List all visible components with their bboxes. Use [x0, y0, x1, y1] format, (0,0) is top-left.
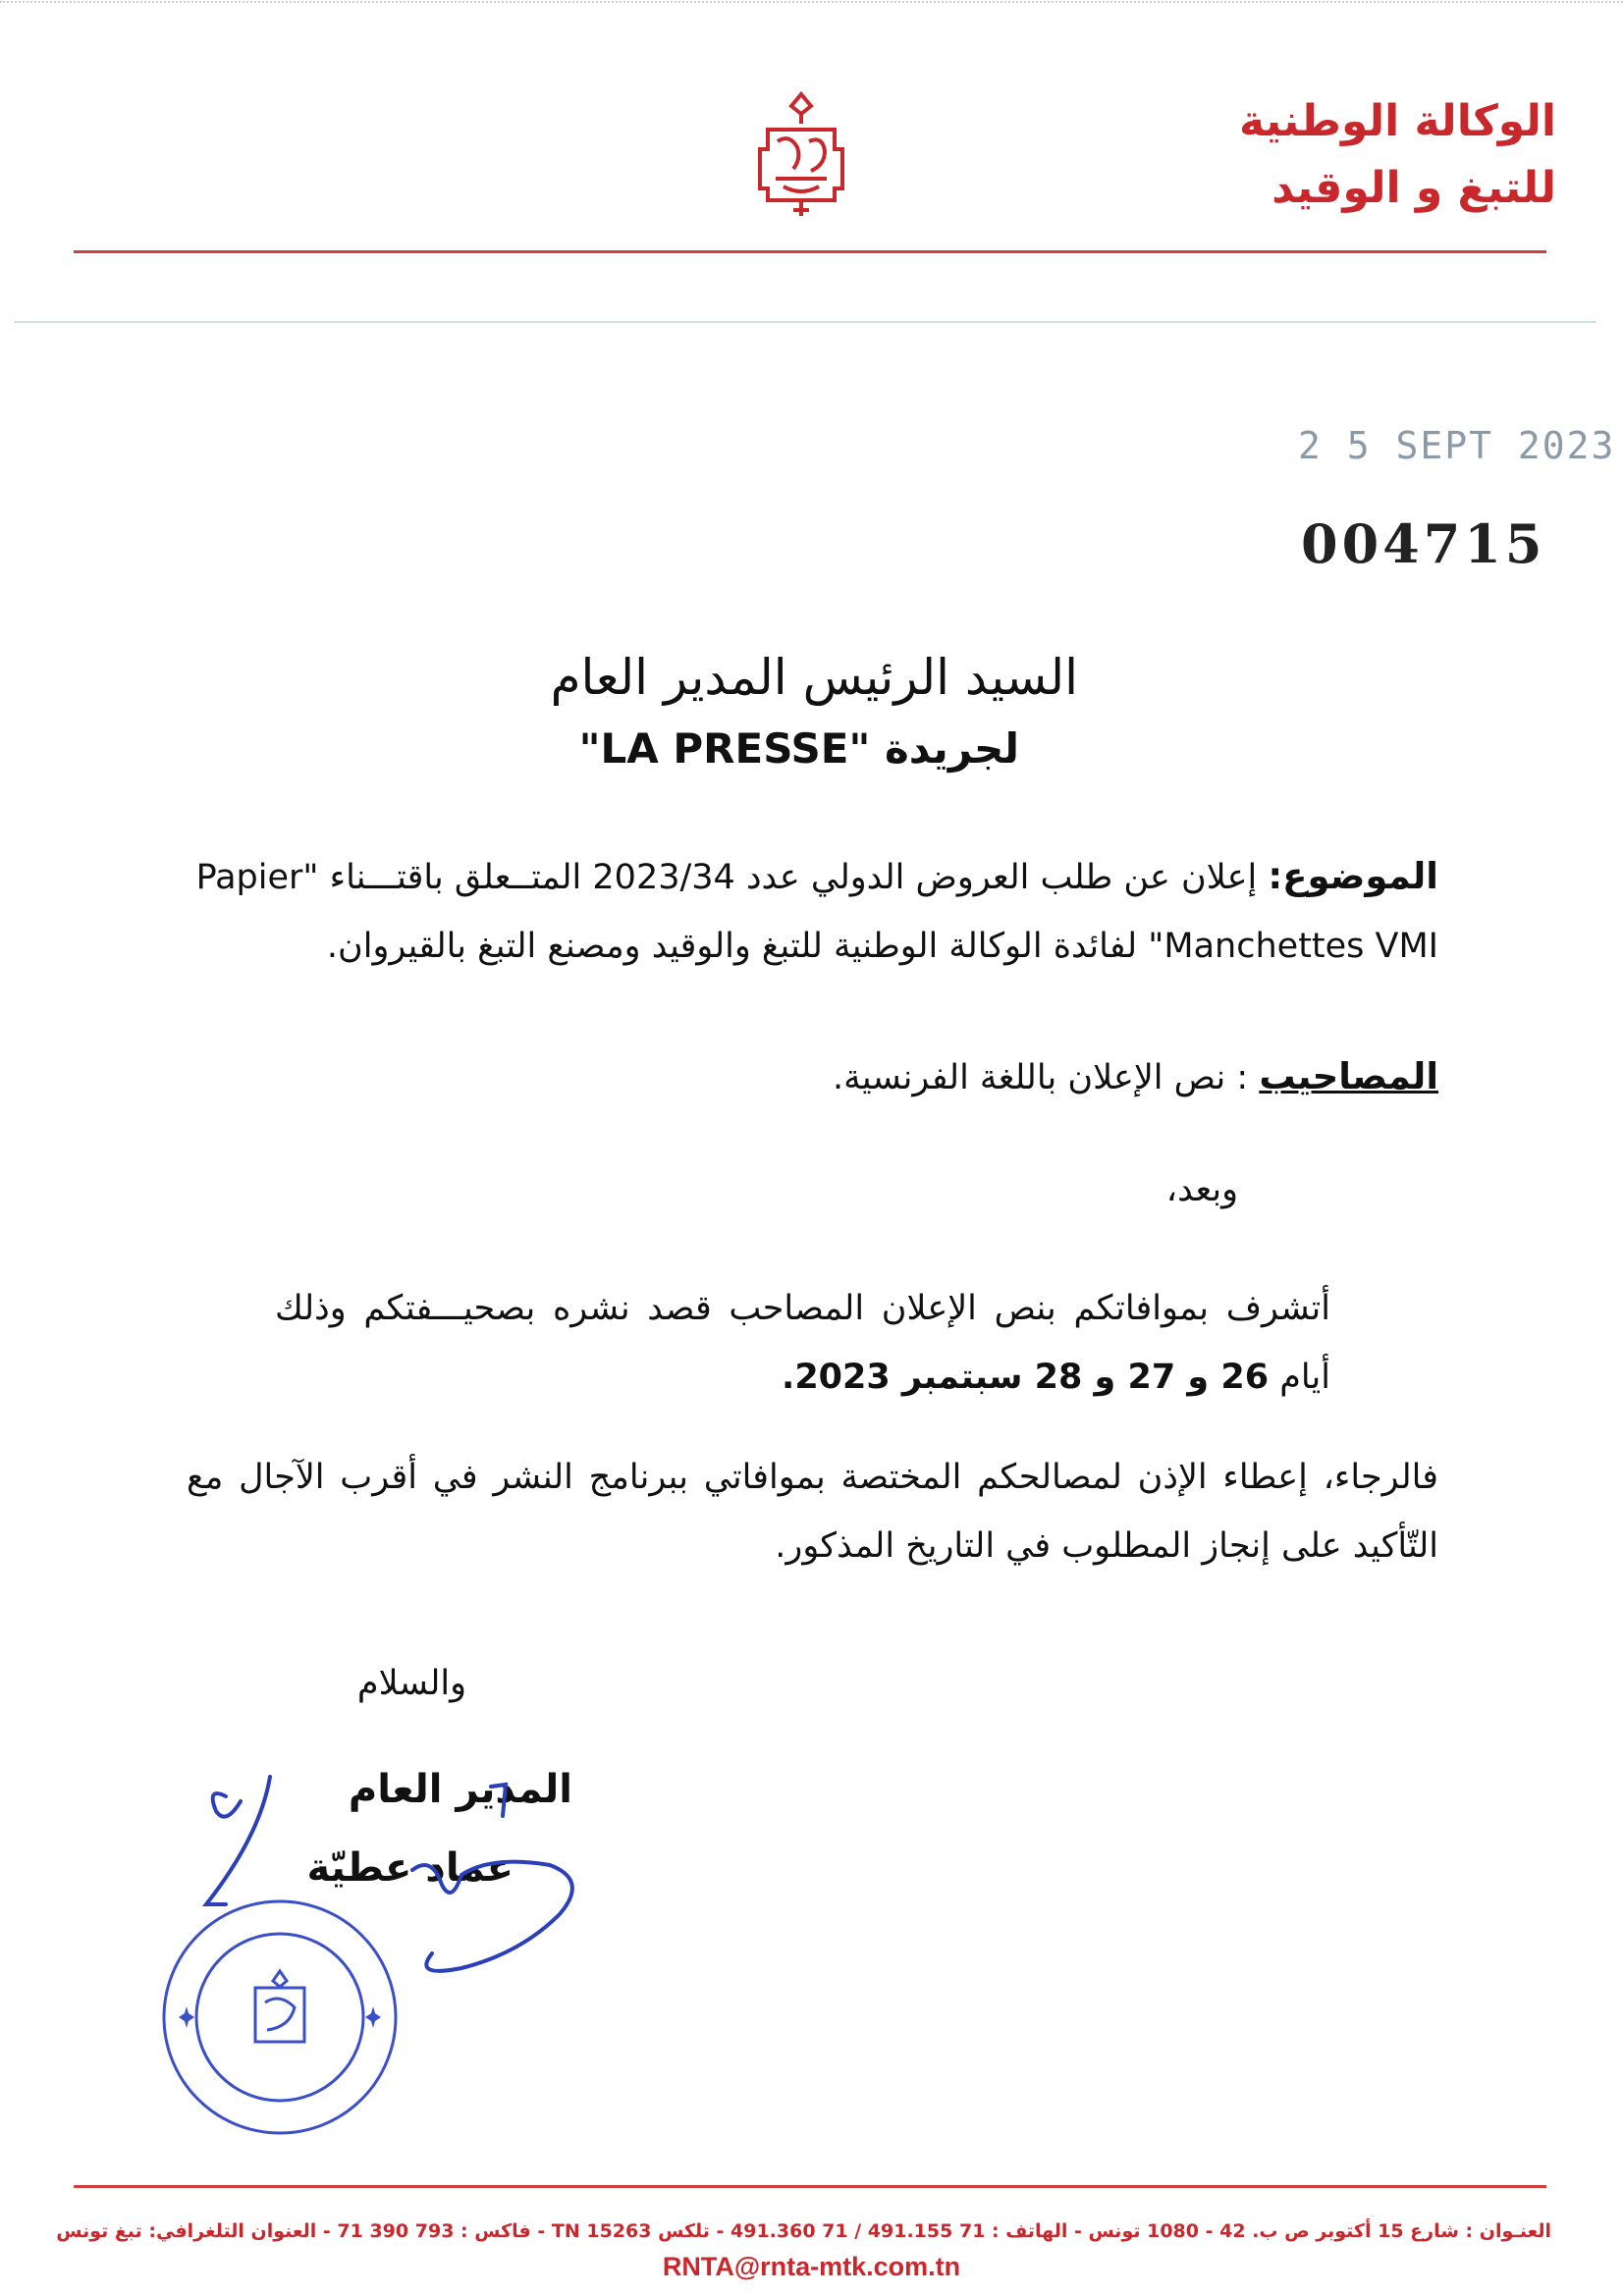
signatory-name: عماد عطيّة: [306, 1845, 514, 1891]
attachments-text: : نص الإعلان باللغة الفرنسية.: [832, 1058, 1249, 1097]
footer-divider: [74, 2185, 1546, 2188]
closing-salutation: والسلام: [356, 1664, 466, 1703]
organization-name-line2: للتبغ و الوقيد: [1271, 163, 1556, 213]
official-seal-icon: [157, 1895, 403, 2140]
organization-name-line1: الوكالة الوطنية: [1238, 96, 1556, 146]
subject-block: [187, 842, 1438, 981]
top-dotted-edge: [0, 1, 1623, 5]
footer-email: RNTA@rnta-mtk.com.tn: [662, 2252, 961, 2281]
signatory-title: المدير العام: [348, 1767, 572, 1812]
body-paragraph-1-text: أتشرف بموافاتكم بنص الإعلان المصاحب قصد نشره بصحيـــفتكم وذلك أيام: [275, 1289, 1330, 1397]
body-paragraph-1: [275, 1274, 1330, 1412]
organization-name: [1144, 88, 1556, 222]
attachments-block: [187, 1042, 1438, 1112]
body-paragraph-2: فالرجاء، إعطاء الإذن لمصالحكم المختصة بموافاتي ببرنامج النشر في أقرب الآجال مع التّأكيد على إنجاز المطلوب في التاريخ المذكور.: [187, 1458, 1438, 1566]
greeting: وبعد،: [1165, 1170, 1238, 1209]
addressee-title: السيد الرئيس المدير العام: [550, 649, 1078, 706]
subject-text: إعلان عن طلب العروض الدولي عدد 2023/34 المتــعلق باقتـــناء "Papier Manchettes VMI" لفائدة الوكالة الوطنية للتبغ والوقيد ومصنع التبغ بالقيروان.: [195, 858, 1438, 966]
header-secondary-divider: [14, 321, 1596, 323]
header-divider: [74, 250, 1546, 253]
footer-address: العنـوان : شارع 15 أكتوبر ص ب. 42 - 1080 تونس - الهاتف : 71 491.155 / 71 491.360 - تلكس 15263 TN - فاكس : 793 390 71 - العنوان التلغرافي: تبغ تونس: [56, 2220, 1551, 2242]
subject-label: الموضوع:: [1268, 855, 1438, 897]
registration-number: 004715: [1301, 512, 1546, 575]
publication-dates: 26 و 27 و 28 سبتمبر 2023.: [782, 1358, 1270, 1397]
attachments-label: المصاحيب: [1259, 1055, 1438, 1097]
agency-logo-icon: [754, 90, 848, 220]
addressee-newspaper: لجريدة "LA PRESSE": [578, 724, 1019, 773]
received-date-stamp: 2 5 SEPT 2023: [1298, 424, 1616, 467]
